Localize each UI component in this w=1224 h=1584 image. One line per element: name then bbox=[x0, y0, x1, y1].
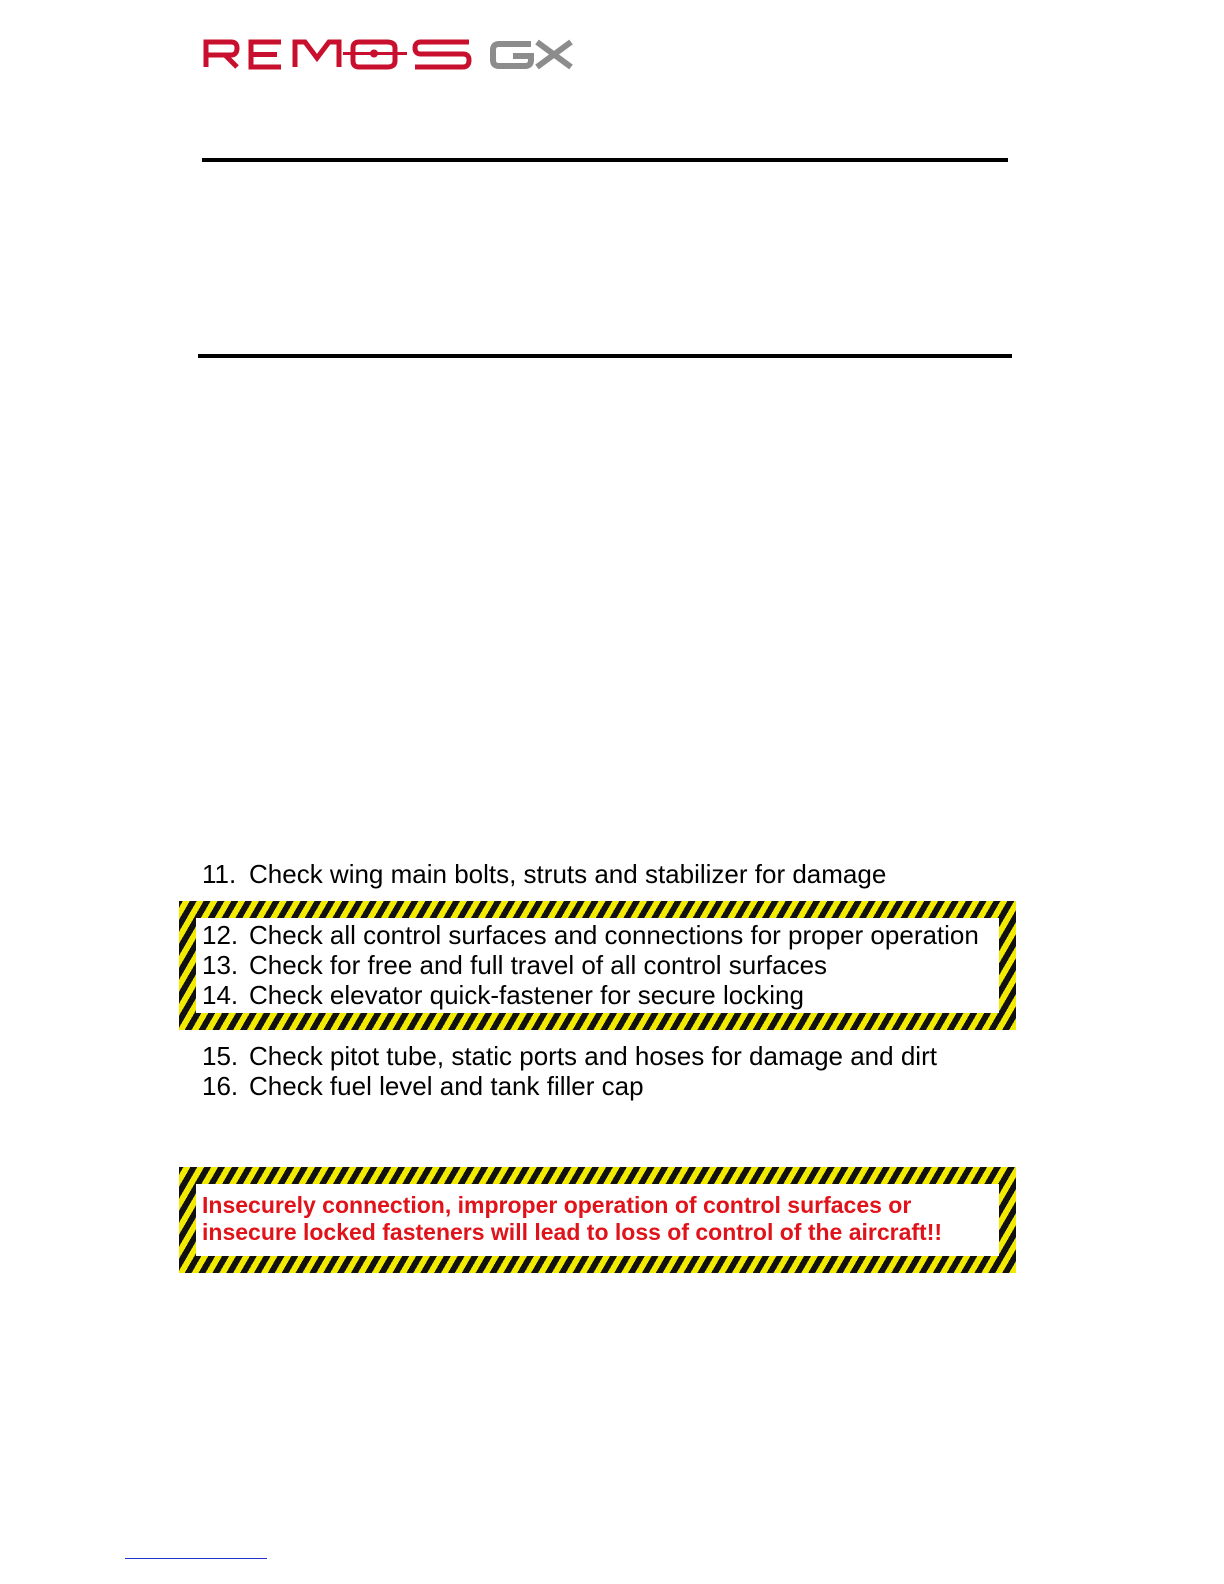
footer-link-underline bbox=[125, 1558, 267, 1559]
header-rule-top bbox=[202, 158, 1008, 162]
item-number: 13. bbox=[202, 950, 239, 980]
warning-line-2: insecure locked fasteners will lead to loss of control of the aircraft!! bbox=[202, 1219, 943, 1245]
item-text: Check wing main bolts, struts and stabilizer for damage bbox=[249, 859, 887, 889]
checklist-item-13 bbox=[202, 950, 827, 980]
warning-message bbox=[202, 1192, 992, 1246]
checklist-item-12 bbox=[202, 920, 979, 950]
item-text: Check all control surfaces and connections for proper operation bbox=[249, 920, 979, 950]
header-rule-bottom bbox=[198, 354, 1012, 358]
item-number: 12. bbox=[202, 920, 239, 950]
checklist-item-16 bbox=[202, 1071, 644, 1101]
warning-line-1: Insecurely connection, improper operation of control surfaces or bbox=[202, 1192, 912, 1218]
item-text: Check fuel level and tank filler cap bbox=[249, 1071, 644, 1101]
checklist-item-14 bbox=[202, 980, 804, 1010]
checklist-item-15 bbox=[202, 1041, 937, 1071]
remos-gx-logo bbox=[203, 38, 575, 70]
item-number: 14. bbox=[202, 980, 239, 1010]
item-number: 16. bbox=[202, 1071, 239, 1101]
item-text: Check pitot tube, static ports and hoses for damage and dirt bbox=[249, 1041, 937, 1071]
item-number: 15. bbox=[202, 1041, 239, 1071]
item-number: 11. bbox=[202, 859, 237, 889]
item-text: Check elevator quick-fastener for secure locking bbox=[249, 980, 804, 1010]
checklist-item-11 bbox=[202, 859, 886, 889]
item-text: Check for free and full travel of all control surfaces bbox=[249, 950, 828, 980]
